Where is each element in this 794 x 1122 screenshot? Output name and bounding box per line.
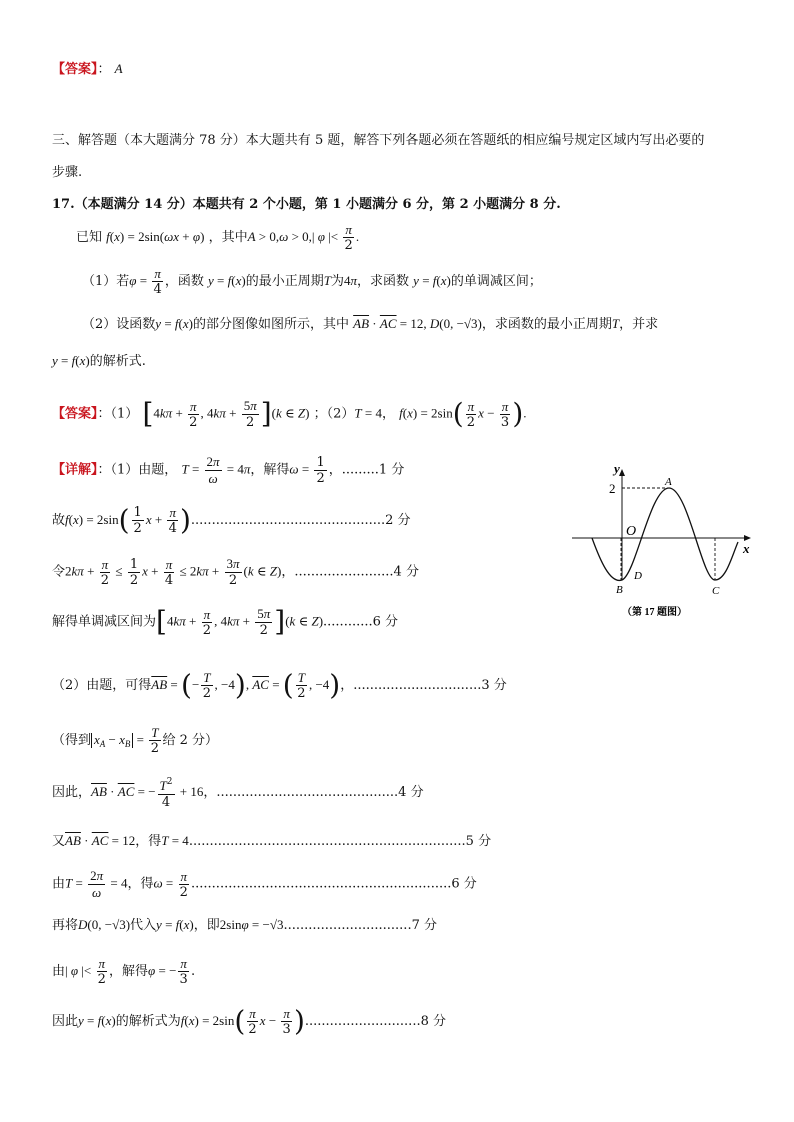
section-heading: 三、解答题（本大题满分 78 分）本大题共有 5 题，解答下列各题必须在答题纸的相应编号规定区域内写出必要的 (52, 133, 705, 148)
detail-step-10: 再将D(0, −√3)代入y = f(x)，即2sinφ = −√3...............................7 分 (52, 917, 437, 933)
sine-curve (592, 488, 738, 580)
q17-answer: 【答案】：（1） [4kπ + $\frac{\pi}{2}$ , 4kπ + $\frac{5\pi}{2}$ ](k ∈ Z) ；（2）T = 4， f(x) = 2sin( $\frac{\pi}{2}$ x − $\frac{\pi}{3}$ ). (52, 397, 527, 430)
detail-step-8: 又$\overline{AB} \cdot \overline{AC} = 12$，得T = 4...................................................................5 分 (52, 833, 492, 849)
detail-step-4: 解得单调减区间为[4kπ + $\frac{\pi}{2}$ , 4kπ + $\frac{5\pi}{2}$ ](k ∈ Z)............6 分 (52, 605, 399, 638)
detail-step-5: （2）由题，可得$\overline{AB}$ = (− $\frac{T}{2}$ , −4), $\overline{AC}$ = ( $\frac{T}{2}$ , −4)，...............................3 分 (52, 668, 507, 702)
figure-caption: （第 17 题图） (622, 607, 687, 618)
detail-step-7: 因此，$\overline{AB} \cdot \overline{AC}$ = − $\frac{T^2}{4}$ + 16，............................................4 分 (52, 777, 424, 810)
label-O: O (626, 524, 637, 539)
detail-step-6: （得到 $x_A - x_B$ = $\frac{T}{2}$ 给 2 分） (52, 725, 219, 756)
label-2: 2 (609, 481, 616, 496)
section-heading-cont: 步骤. (52, 165, 83, 180)
q17-part2: （2）设函数y = f(x)的部分图像如图所示，其中 $\overline{AB} \cdot \overline{AC} = 12$, D(0, −√3)，求函数的最小正周期T，并求 (82, 316, 659, 332)
answer-label: 【答案】 (52, 62, 98, 77)
detail-step-3: 令2kπ + $\frac{\pi}{2}$ ≤ $\frac{1}{2}$ x + $\frac{\pi}{4}$ ≤ 2kπ + $\frac{3\pi}{2}$ (k ∈ Z)，........................4 分 (52, 556, 419, 588)
detail-step-2: 故f(x) = 2sin( $\frac{1}{2}$ x + $\frac{\pi}{4}$ )...............................................2 分 (52, 503, 411, 537)
label-C: C (712, 585, 720, 597)
detail-step-12: 因此y = f(x)的解析式为f(x) = 2sin( $\frac{\pi}{2}$ x − $\frac{\pi}{3}$ )............................8 分 (52, 1004, 446, 1038)
q17-part1: （1）若φ = $\frac{\pi}{4}$ ，函数 y = f(x)的最小正周期T为4π，求函数 y = f(x)的单调减区间； (82, 266, 542, 297)
label-y: y (614, 461, 620, 476)
q17-part2-cont: y = f(x)的解析式. (52, 353, 146, 369)
prev-answer-value: A (114, 61, 123, 76)
detail-step-11: 由| φ |< $\frac{\pi}{2}$ ，解得φ = − $\frac{\pi}{3}$ . (52, 956, 196, 987)
y-axis-arrow (619, 469, 625, 476)
q17-given: 已知 f(x) = 2sin(ωx + φ) ，其中A > 0,ω > 0,| φ |< $\frac{\pi}{2}$ . (76, 222, 360, 253)
detail-step-1: 【详解】：（1）由题， T = $\frac{2\pi}{\omega}$ = 4π，解得ω = $\frac{1}{2}$ ，.........1 分 (52, 454, 405, 486)
q17-header: 17.（本题满分 14 分）本题共有 2 个小题，第 1 小题满分 6 分，第 2 小题满分 8 分. (52, 197, 561, 212)
label-A: A (665, 476, 672, 488)
q17-figure (568, 460, 758, 625)
label-B: B (616, 584, 623, 596)
label-x: x (743, 541, 750, 556)
label-D: D (634, 570, 642, 582)
prev-answer-line: 【答案】： A (52, 61, 123, 77)
detail-step-9: 由T = $\frac{2\pi}{\omega}$ = 4，得ω = $\frac{\pi}{2}$ ...............................................................6 分 (52, 868, 477, 900)
